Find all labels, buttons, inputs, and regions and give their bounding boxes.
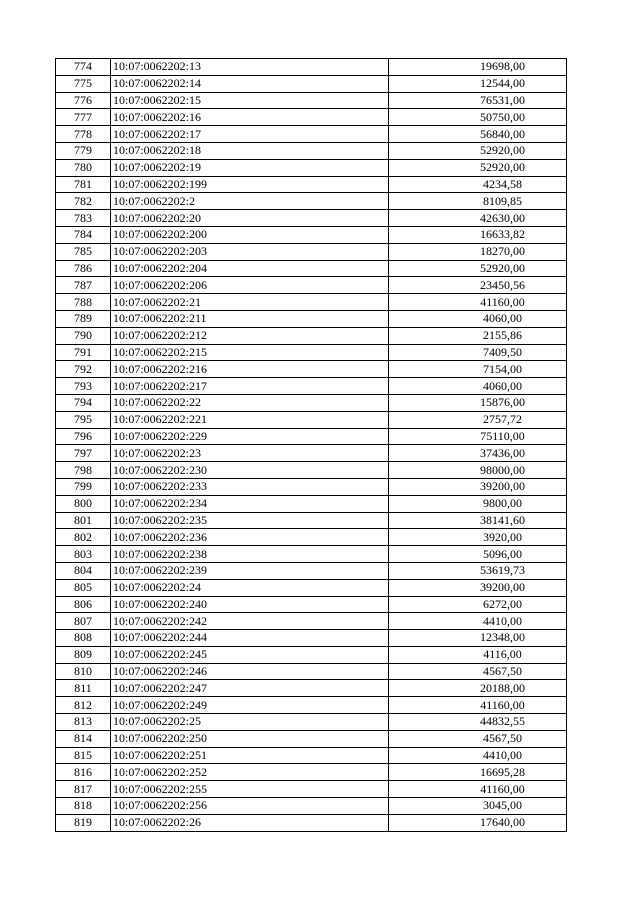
table-row xyxy=(56,814,567,831)
value-cell: 53619,73 xyxy=(389,562,567,579)
cadastral-number-cell: 10:07:0062202:20 xyxy=(111,210,389,227)
value-cell: 3045,00 xyxy=(389,798,567,815)
table-row xyxy=(56,445,567,462)
table-row xyxy=(56,630,567,647)
table-row xyxy=(56,92,567,109)
cadastral-number-cell: 10:07:0062202:216 xyxy=(111,361,389,378)
value-cell: 44832,55 xyxy=(389,714,567,731)
value-cell: 4567,50 xyxy=(389,663,567,680)
value-cell: 23450,56 xyxy=(389,277,567,294)
value-cell: 75110,00 xyxy=(389,428,567,445)
value-cell: 15876,00 xyxy=(389,394,567,411)
table-body xyxy=(56,59,567,832)
value-cell: 7409,50 xyxy=(389,344,567,361)
table-row xyxy=(56,75,567,92)
table-row xyxy=(56,159,567,176)
table-row xyxy=(56,596,567,613)
cadastral-number-cell: 10:07:0062202:203 xyxy=(111,243,389,260)
table-row xyxy=(56,764,567,781)
value-cell: 56840,00 xyxy=(389,126,567,143)
value-cell: 4567,50 xyxy=(389,730,567,747)
cadastral-number-cell: 10:07:0062202:23 xyxy=(111,445,389,462)
table-row xyxy=(56,378,567,395)
value-cell: 20188,00 xyxy=(389,680,567,697)
row-number-cell: 819 xyxy=(56,814,111,831)
row-number-cell: 814 xyxy=(56,730,111,747)
value-cell: 19698,00 xyxy=(389,59,567,76)
cadastral-number-cell: 10:07:0062202:217 xyxy=(111,378,389,395)
table-row xyxy=(56,529,567,546)
value-cell: 16695,28 xyxy=(389,764,567,781)
table-row xyxy=(56,697,567,714)
table-row xyxy=(56,243,567,260)
row-number-cell: 783 xyxy=(56,210,111,227)
value-cell: 76531,00 xyxy=(389,92,567,109)
table-row xyxy=(56,126,567,143)
table-row xyxy=(56,142,567,159)
row-number-cell: 782 xyxy=(56,193,111,210)
row-number-cell: 794 xyxy=(56,394,111,411)
value-cell: 4410,00 xyxy=(389,747,567,764)
value-cell: 9800,00 xyxy=(389,495,567,512)
value-cell: 6272,00 xyxy=(389,596,567,613)
cadastral-number-cell: 10:07:0062202:24 xyxy=(111,579,389,596)
value-cell: 98000,00 xyxy=(389,462,567,479)
table-row xyxy=(56,260,567,277)
value-cell: 12544,00 xyxy=(389,75,567,92)
row-number-cell: 788 xyxy=(56,294,111,311)
row-number-cell: 815 xyxy=(56,747,111,764)
value-cell: 39200,00 xyxy=(389,478,567,495)
row-number-cell: 790 xyxy=(56,327,111,344)
table-row xyxy=(56,562,567,579)
row-number-cell: 817 xyxy=(56,781,111,798)
cadastral-number-cell: 10:07:0062202:249 xyxy=(111,697,389,714)
value-cell: 7154,00 xyxy=(389,361,567,378)
table-row xyxy=(56,59,567,76)
cadastral-number-cell: 10:07:0062202:242 xyxy=(111,613,389,630)
table-row xyxy=(56,394,567,411)
cadastral-number-cell: 10:07:0062202:252 xyxy=(111,764,389,781)
cadastral-number-cell: 10:07:0062202:211 xyxy=(111,310,389,327)
cadastral-number-cell: 10:07:0062202:221 xyxy=(111,411,389,428)
cadastral-number-cell: 10:07:0062202:19 xyxy=(111,159,389,176)
value-cell: 41160,00 xyxy=(389,697,567,714)
table-row xyxy=(56,327,567,344)
value-cell: 4234,58 xyxy=(389,176,567,193)
table-row xyxy=(56,193,567,210)
cadastral-number-cell: 10:07:0062202:204 xyxy=(111,260,389,277)
cadastral-number-cell: 10:07:0062202:199 xyxy=(111,176,389,193)
cadastral-number-cell: 10:07:0062202:25 xyxy=(111,714,389,731)
row-number-cell: 786 xyxy=(56,260,111,277)
cadastral-number-cell: 10:07:0062202:230 xyxy=(111,462,389,479)
row-number-cell: 778 xyxy=(56,126,111,143)
value-cell: 42630,00 xyxy=(389,210,567,227)
table-row xyxy=(56,714,567,731)
table-row xyxy=(56,176,567,193)
row-number-cell: 805 xyxy=(56,579,111,596)
table-row xyxy=(56,579,567,596)
value-cell: 50750,00 xyxy=(389,109,567,126)
table-row xyxy=(56,428,567,445)
row-number-cell: 812 xyxy=(56,697,111,714)
value-cell: 38141,60 xyxy=(389,512,567,529)
cadastral-number-cell: 10:07:0062202:229 xyxy=(111,428,389,445)
table-row xyxy=(56,546,567,563)
row-number-cell: 777 xyxy=(56,109,111,126)
cadastral-number-cell: 10:07:0062202:14 xyxy=(111,75,389,92)
value-cell: 4060,00 xyxy=(389,378,567,395)
row-number-cell: 787 xyxy=(56,277,111,294)
row-number-cell: 797 xyxy=(56,445,111,462)
row-number-cell: 804 xyxy=(56,562,111,579)
value-cell: 4410,00 xyxy=(389,613,567,630)
row-number-cell: 802 xyxy=(56,529,111,546)
value-cell: 2155,86 xyxy=(389,327,567,344)
row-number-cell: 799 xyxy=(56,478,111,495)
value-cell: 37436,00 xyxy=(389,445,567,462)
row-number-cell: 785 xyxy=(56,243,111,260)
value-cell: 52920,00 xyxy=(389,142,567,159)
row-number-cell: 789 xyxy=(56,310,111,327)
table-row xyxy=(56,512,567,529)
row-number-cell: 774 xyxy=(56,59,111,76)
table-row xyxy=(56,361,567,378)
cadastral-number-cell: 10:07:0062202:251 xyxy=(111,747,389,764)
row-number-cell: 810 xyxy=(56,663,111,680)
table-row xyxy=(56,310,567,327)
value-cell: 3920,00 xyxy=(389,529,567,546)
cadastral-number-cell: 10:07:0062202:215 xyxy=(111,344,389,361)
value-cell: 41160,00 xyxy=(389,294,567,311)
value-cell: 41160,00 xyxy=(389,781,567,798)
row-number-cell: 791 xyxy=(56,344,111,361)
table-row xyxy=(56,781,567,798)
cadastral-number-cell: 10:07:0062202:206 xyxy=(111,277,389,294)
cadastral-number-cell: 10:07:0062202:255 xyxy=(111,781,389,798)
row-number-cell: 806 xyxy=(56,596,111,613)
cadastral-number-cell: 10:07:0062202:250 xyxy=(111,730,389,747)
cadastral-number-cell: 10:07:0062202:239 xyxy=(111,562,389,579)
table-row xyxy=(56,747,567,764)
cadastral-number-cell: 10:07:0062202:200 xyxy=(111,226,389,243)
row-number-cell: 811 xyxy=(56,680,111,697)
row-number-cell: 807 xyxy=(56,613,111,630)
table-row xyxy=(56,294,567,311)
table-row xyxy=(56,613,567,630)
row-number-cell: 795 xyxy=(56,411,111,428)
cadastral-number-cell: 10:07:0062202:212 xyxy=(111,327,389,344)
value-cell: 16633,82 xyxy=(389,226,567,243)
table-row xyxy=(56,344,567,361)
row-number-cell: 793 xyxy=(56,378,111,395)
value-cell: 4060,00 xyxy=(389,310,567,327)
cadastral-number-cell: 10:07:0062202:22 xyxy=(111,394,389,411)
row-number-cell: 816 xyxy=(56,764,111,781)
row-number-cell: 779 xyxy=(56,142,111,159)
table-row xyxy=(56,798,567,815)
table-row xyxy=(56,646,567,663)
row-number-cell: 796 xyxy=(56,428,111,445)
cadastral-number-cell: 10:07:0062202:234 xyxy=(111,495,389,512)
cadastral-number-cell: 10:07:0062202:247 xyxy=(111,680,389,697)
row-number-cell: 780 xyxy=(56,159,111,176)
cadastral-number-cell: 10:07:0062202:256 xyxy=(111,798,389,815)
value-cell: 8109,85 xyxy=(389,193,567,210)
table-row xyxy=(56,109,567,126)
row-number-cell: 803 xyxy=(56,546,111,563)
cadastral-number-cell: 10:07:0062202:244 xyxy=(111,630,389,647)
table-row xyxy=(56,226,567,243)
table-row xyxy=(56,478,567,495)
row-number-cell: 792 xyxy=(56,361,111,378)
row-number-cell: 784 xyxy=(56,226,111,243)
cadastral-number-cell: 10:07:0062202:2 xyxy=(111,193,389,210)
table-row xyxy=(56,730,567,747)
table-row xyxy=(56,210,567,227)
table-row xyxy=(56,462,567,479)
row-number-cell: 781 xyxy=(56,176,111,193)
table-row xyxy=(56,663,567,680)
cadastral-number-cell: 10:07:0062202:238 xyxy=(111,546,389,563)
row-number-cell: 801 xyxy=(56,512,111,529)
cadastral-number-cell: 10:07:0062202:15 xyxy=(111,92,389,109)
cadastral-number-cell: 10:07:0062202:18 xyxy=(111,142,389,159)
cadastral-number-cell: 10:07:0062202:21 xyxy=(111,294,389,311)
row-number-cell: 798 xyxy=(56,462,111,479)
cadastral-number-cell: 10:07:0062202:17 xyxy=(111,126,389,143)
cadastral-number-cell: 10:07:0062202:26 xyxy=(111,814,389,831)
cadastral-number-cell: 10:07:0062202:240 xyxy=(111,596,389,613)
cadastral-number-cell: 10:07:0062202:245 xyxy=(111,646,389,663)
cadastral-number-cell: 10:07:0062202:233 xyxy=(111,478,389,495)
cadastral-number-cell: 10:07:0062202:13 xyxy=(111,59,389,76)
table-row xyxy=(56,680,567,697)
value-cell: 2757,72 xyxy=(389,411,567,428)
value-cell: 12348,00 xyxy=(389,630,567,647)
value-cell: 39200,00 xyxy=(389,579,567,596)
value-cell: 17640,00 xyxy=(389,814,567,831)
table-row xyxy=(56,411,567,428)
row-number-cell: 800 xyxy=(56,495,111,512)
row-number-cell: 776 xyxy=(56,92,111,109)
row-number-cell: 809 xyxy=(56,646,111,663)
cadastral-number-cell: 10:07:0062202:16 xyxy=(111,109,389,126)
value-cell: 52920,00 xyxy=(389,260,567,277)
cadastral-number-cell: 10:07:0062202:235 xyxy=(111,512,389,529)
cadastral-value-table xyxy=(55,58,567,832)
row-number-cell: 813 xyxy=(56,714,111,731)
row-number-cell: 808 xyxy=(56,630,111,647)
cadastral-number-cell: 10:07:0062202:236 xyxy=(111,529,389,546)
value-cell: 5096,00 xyxy=(389,546,567,563)
value-cell: 52920,00 xyxy=(389,159,567,176)
value-cell: 18270,00 xyxy=(389,243,567,260)
row-number-cell: 775 xyxy=(56,75,111,92)
value-cell: 4116,00 xyxy=(389,646,567,663)
table-row xyxy=(56,495,567,512)
table-row xyxy=(56,277,567,294)
row-number-cell: 818 xyxy=(56,798,111,815)
cadastral-number-cell: 10:07:0062202:246 xyxy=(111,663,389,680)
